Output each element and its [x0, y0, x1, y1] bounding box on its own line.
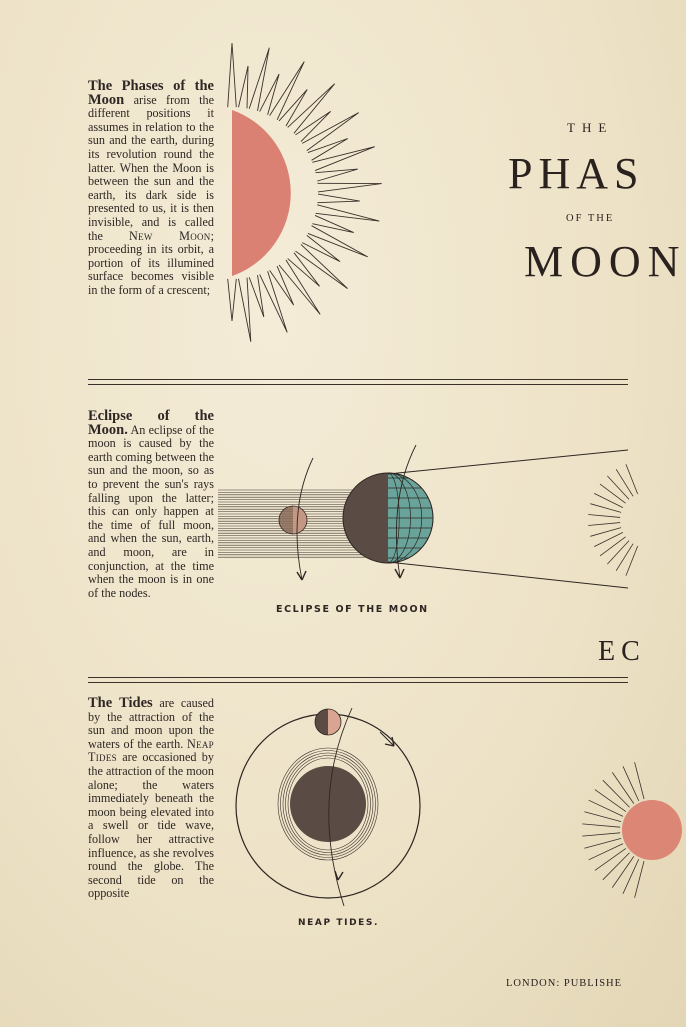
- eclipse-caption: ECLIPSE OF THE MOON: [276, 604, 429, 615]
- tides-paragraph: [88, 697, 214, 901]
- divider-1b: [88, 384, 628, 385]
- tides-heading: The Tides: [88, 695, 153, 711]
- tides-text-2: are occasioned by the attraction of the moon alone; the waters immediately beneath the moon being elevated into a swell or tide wave, follow her attractive influence, as she revolves round the globe. The second tide on the opposite: [88, 750, 214, 901]
- divider-2b: [88, 682, 628, 683]
- tides-sun-rays: [580, 740, 640, 920]
- title-of-the: OF THE: [566, 213, 615, 224]
- sun-illustration: [222, 58, 382, 348]
- divider-2: [88, 677, 628, 678]
- new-moon-term: New Moon: [128, 228, 211, 243]
- phases-text-2: ; proceeding in its orbit, a portion of its illumined surface becomes visible in the form of a crescent;: [88, 228, 214, 297]
- neap-tides-term: Neap Tides: [88, 736, 214, 765]
- eclipse-diagram: [218, 440, 628, 600]
- tides-text: are caused by the attraction of the sun and moon upon the waters of the earth.: [88, 696, 214, 751]
- eclipse-heading: Eclipse of the Moon.: [88, 408, 214, 438]
- phases-paragraph: [88, 80, 214, 298]
- title-moon: MOON: [524, 237, 686, 286]
- divider-1: [88, 379, 628, 380]
- publisher-footer: LONDON: PUBLISHE: [506, 978, 623, 989]
- eclipse-section-title: EC: [598, 636, 646, 667]
- eclipse-paragraph: [88, 410, 214, 600]
- eclipse-text: An eclipse of the moon is caused by the earth coming between the sun and the moon, so as to prevent the sun's rays falling upon the latter; this can only happen at the time of full moon, and when the sun, earth, and moon, are in conjunction, at the time when the moon is in one of the nodes.: [88, 422, 214, 600]
- sun-disc: [232, 110, 291, 276]
- neap-tides-diagram: [230, 700, 430, 915]
- title-phases: PHAS: [508, 149, 645, 198]
- phases-text: arise from the different positions it assumes in relation to the sun and the earth, during its revolution round the latter. When the Moon is between the sun and the earth, its dark side is presented to us, it is then invisible, and is called the: [88, 92, 214, 243]
- phases-heading: The Phases of the Moon: [88, 78, 214, 108]
- tides-caption: NEAP TIDES.: [298, 918, 379, 928]
- title-the: THE: [567, 120, 614, 135]
